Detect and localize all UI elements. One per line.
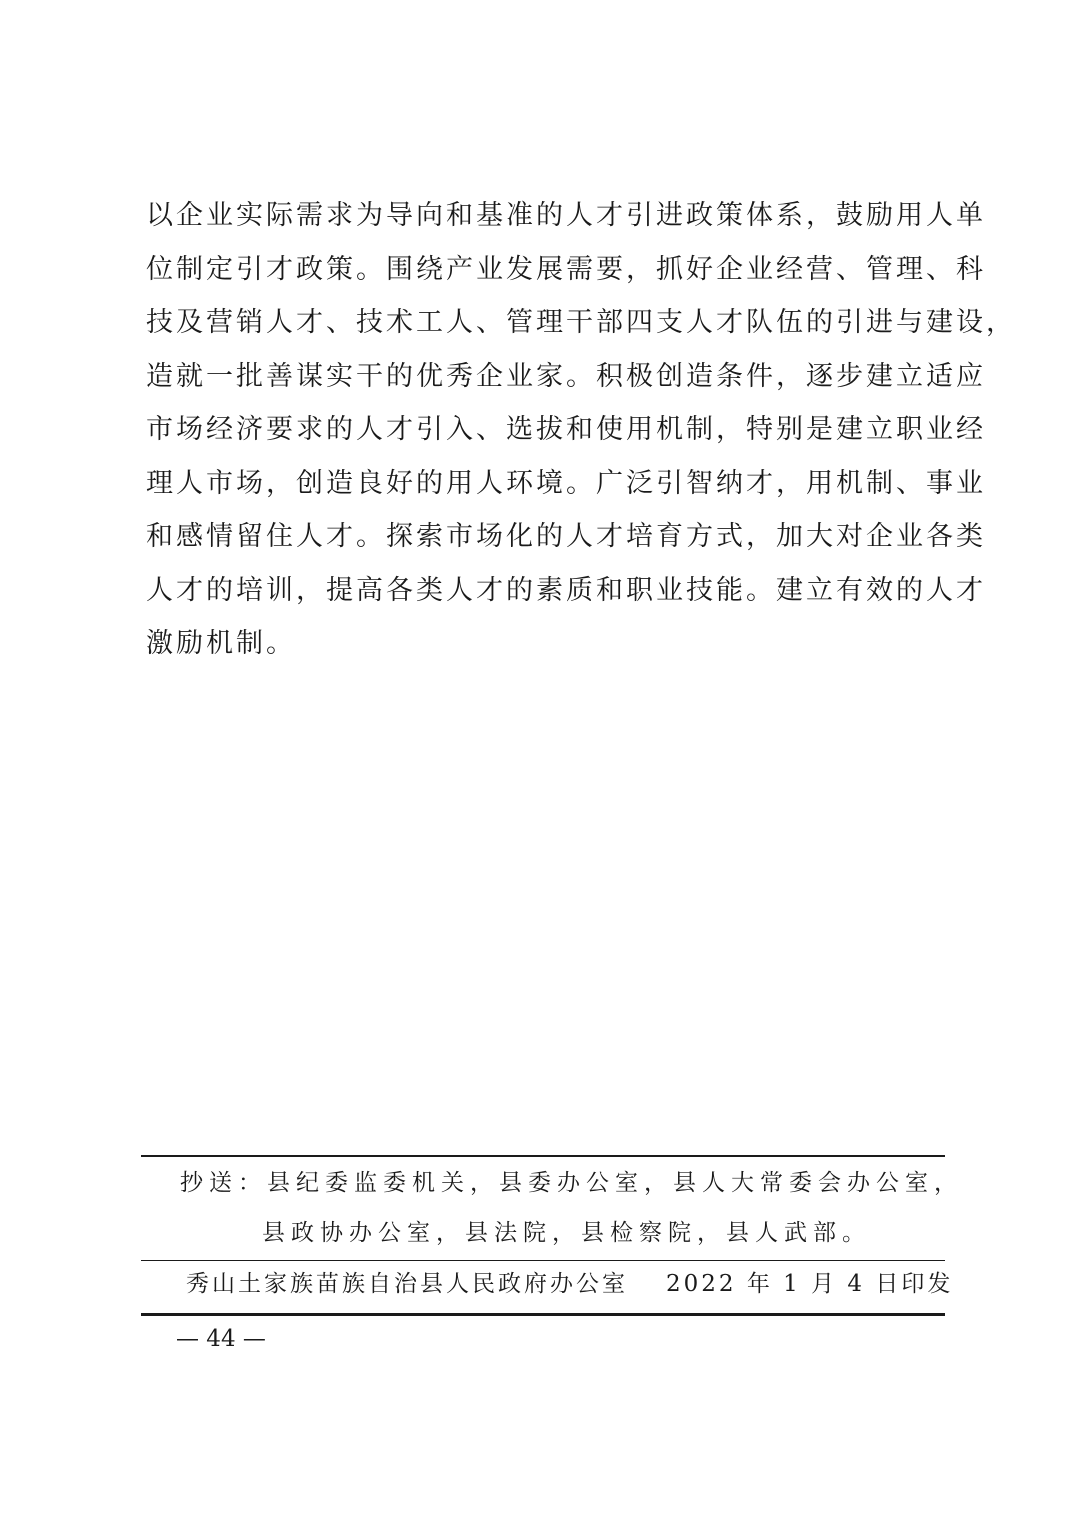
body-line: 理人市场，创造良好的用人环境。广泛引智纳才，用机制、事业 [146, 467, 986, 499]
body-line: 市场经济要求的人才引入、选拔和使用机制，特别是建立职业经 [146, 414, 986, 445]
cc-recipients-line-1: 抄送：县纪委监委机关，县委办公室，县人大常委会办公室， [180, 1170, 963, 1196]
body-line: 和感情留住人才。探索市场化的人才培育方式，加大对企业各类 [146, 521, 986, 552]
body-line: 造就一批善谋实干的优秀企业家。积极创造条件，逐步建立适应 [146, 360, 986, 392]
issuing-office: 秀山土家族苗族自治县人民政府办公室 [186, 1271, 628, 1297]
footer-top-rule [141, 1155, 945, 1157]
page-number: — 44 — [176, 1326, 266, 1352]
body-line: 激励机制。 [146, 628, 296, 659]
cc-recipients-line-2: 县政协办公室，县法院，县检察院，县人武部。 [262, 1220, 871, 1246]
issue-date: 2022 年 1 月 4 日印发 [666, 1271, 954, 1297]
body-line: 以企业实际需求为导向和基准的人才引进政策体系，鼓励用人单 [146, 200, 986, 231]
body-line: 位制定引才政策。围绕产业发展需要，抓好企业经营、管理、科 [146, 253, 986, 285]
footer-bottom-rule [141, 1313, 945, 1316]
footer-middle-rule [141, 1260, 945, 1261]
body-text [146, 189, 1016, 671]
body-line: 技及营销人才、技术工人、管理干部四支人才队伍的引进与建设， [146, 307, 1016, 338]
body-line: 人才的培训，提高各类人才的素质和职业技能。建立有效的人才 [146, 574, 986, 606]
